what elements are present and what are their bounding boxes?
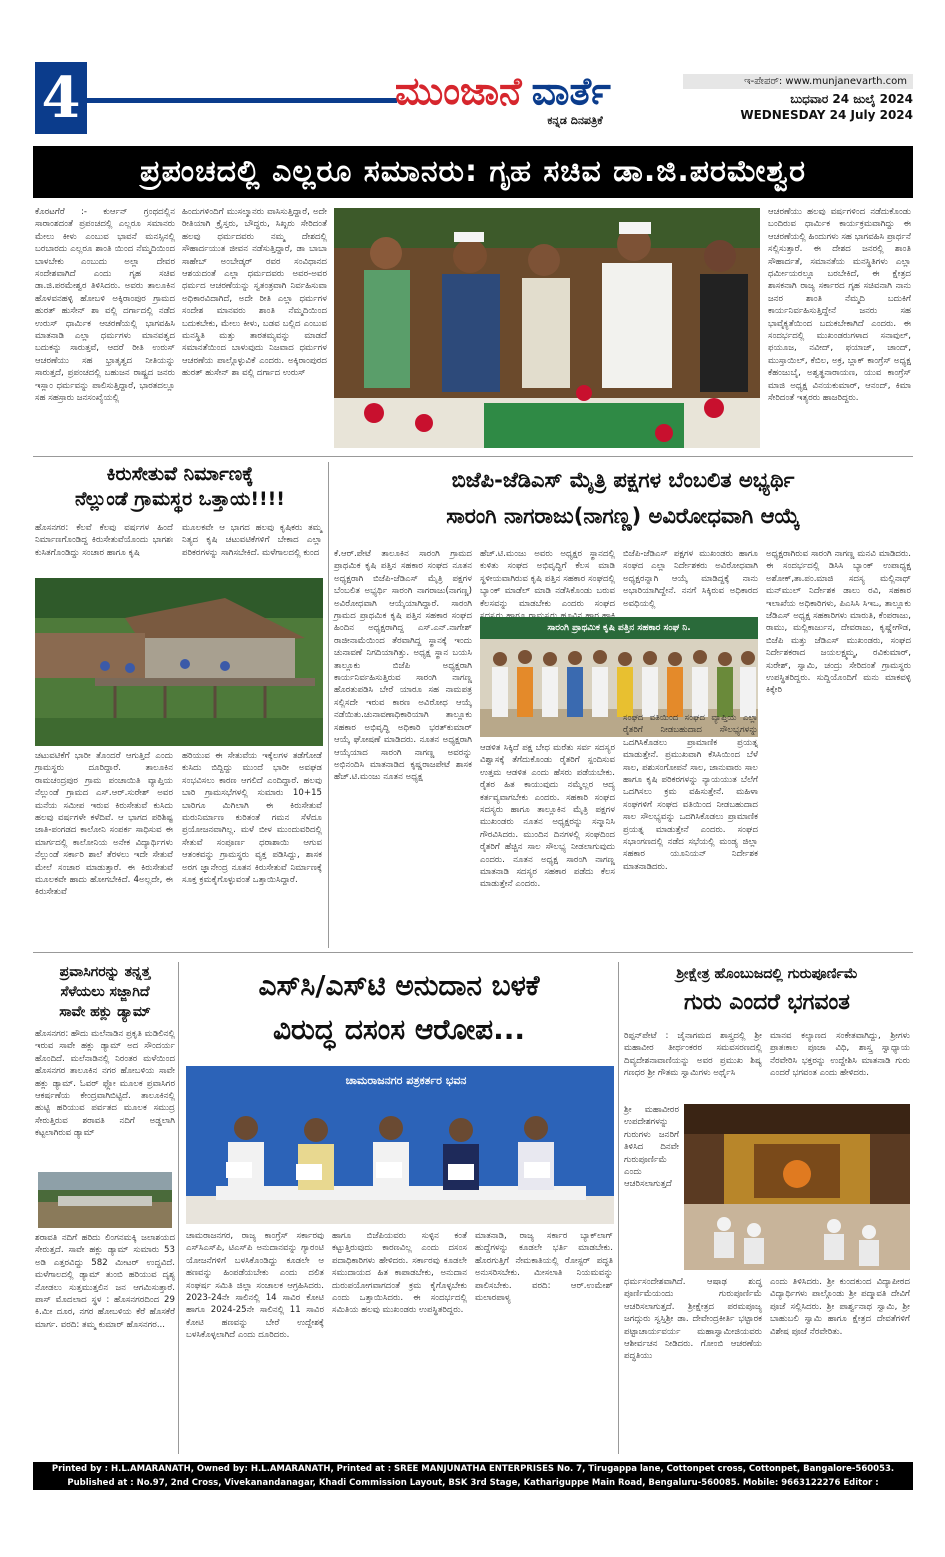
article3-col-4: ಅಧ್ಯಕ್ಷರಾಗಿರುವ ಸಾರಂಗಿ ನಾಗಣ್ಣ ಮನವಿ ಮಾಡಿದರು. ಈ ಸಂದರ್ಭದಲ್ಲಿ ಡಿಸಿಸಿ ಬ್ಯಾಂಕ್ ಉಪಾಧ್ಯಕ್ಷ ಅಶೋಕ್,ತಾ.ಪಂ.ಮಾಜಿ ಸದಸ್ಯ ಮಲ್ಲಿನಾಥ್ ಮನ್‌ಮುಲ್ ನಿರ್ದೇಶಕ ಡಾಲು ರವಿ, ಸಹಕಾರ ಇಲಾಖೆಯ ಅಧಿಕಾರಿಗಳು, ಪಿಎಸಿಸಿ ಸಿಇಒ, ತಾಲ್ಲೂಕು ಜೆಡಿಎಸ್ ಅಧ್ಯಕ್ಷ ಸಹಕಾರಿಗಳು ಮಾರುತಿ, ಕೆಂಪರಾಜು, ರಾಮು, ಮಲ್ಲಿಕಾರ್ಜುನ, ದೇವರಾಜು, ಕೃಷ್ಣೇಗೌಡ, ಬಿಜೆಪಿ ಮತ್ತು ಜೆಡಿಎಸ್ ಮುಖಂಡರು, ಸಂಘದ ನಿರ್ದೇಶಕರಾದ ಜಯಲಕ್ಷ್ಮಮ್ಮ, ರವಿಕುಮಾರ್, ಸುರೇಶ್, ಸ್ವಾಮಿ, ಚಂದ್ರು ಸೇರಿದಂತೆ ಗ್ರಾಮಸ್ಥರು ಉಪಸ್ಥಿತರಿದ್ದರು. ಸುದ್ದಿಯೊಂದಿಗೆ ಮನು ಮಾಕವಳ್ಳಿ ಕಿಕ್ಕೇರಿ (766, 549, 911, 696)
divider (33, 952, 913, 953)
dam-photo-art (38, 1172, 172, 1228)
article4-headline (35, 962, 175, 1022)
lead-col-2: ಹಿಂದುಗಳಿಂದಿಗೆ ಮುಸಲ್ಮಾನರು ವಾಸಿಸುತ್ತಿದ್ದಾರೆ, ಅದೇ ರೀತಿಯಾಗಿ ಕ್ರೈಸ್ತರು, ಬೌದ್ಧರು, ಸಿಖ್ಖರು ಸೇರಿದಂತೆ ಹಲವು ಧರ್ಮದವರು ನಮ್ಮ ದೇಶದಲ್ಲಿ ಸೌಹಾರ್ದಯುತ ಜೀವನ ನಡೆಸುತ್ತಿದ್ದಾರೆ, ಡಾ ಬಾಬಾ ಸಾಹೇಬ್ ಅಂಬೇಡ್ಕರ್ ರವರ ಸಂವಿಧಾನದ ಆಶಯದಂತೆ ಎಲ್ಲಾ ಧರ್ಮದವರು ಅವರ-ಅವರ ಧರ್ಮದ ಆಚರಣೆಯನ್ನು ಸ್ವತಂತ್ರವಾಗಿ ನಿರ್ವಹಿಸುವಾ ಅಧಿಕಾರವಿದಾಗಿದೆ, ಅದೇ ರೀತಿ ಎಲ್ಲಾ ಧರ್ಮಗಳ ಸಂದೇಶ ಮಾನವರು ಶಾಂತಿ ನೆಮ್ಮದಿಯಿಂದ ಬದುಕಬೇಕು, ಮೇಲು ಕೀಳು, ಬಡವ ಬಲ್ಲಿದ ಎಂಬುವ ಮನಸ್ಥಿತಿ ಮತ್ತು ತಾರತಮ್ಯವನ್ನು ಮಾಡದೆ ಸಮಾನತೆಯಿಂದ ಬಾಳುವುದು ನಿಜವಾದ ಧರ್ಮಗಳ ಆಚರಣೆಯ ಪಾಲ್ಗೊಳ್ಳುವಿಕೆ ಎಂದರು. ಅಕ್ಕಿರಾಂಪುರದ ಹುರತ್ ಹುಸೇನ್ ಶಾ ವಲ್ಲಿ ದರ್ಗಾದ ಉರುಸ್ (182, 207, 327, 379)
temple-photo-art (684, 1104, 910, 1270)
article6-photo (684, 1104, 910, 1270)
date-english: WEDNESDAY 24 July 2024 (740, 108, 913, 122)
article3-col-1: ಕೆ.ಆರ್.ಪೇಟೆ ತಾಲೂಕಿನ ಸಾರಂಗಿ ಗ್ರಾಮದ ಪ್ರಾಥಮಿಕ ಕೃಷಿ ಪತ್ತಿನ ಸಹಕಾರ ಸಂಘದ ನೂತನ ಅಧ್ಯಕ್ಷರಾಗಿ ಬಿಜೆಪಿ-ಜೆಡಿಎಸ್ ಮೈತ್ರಿ ಪಕ್ಷಗಳ ಬೆಂಬಲಿತ ಅಭ್ಯರ್ಥಿ ಸಾರಂಗಿ ನಾಗರಾಜು(ನಾಗಣ್ಣ) ಅವಿರೋಧವಾಗಿ ಆಯ್ಕೆಯಾಗಿದ್ದಾರೆ. ಸಾರಂಗಿ ಗ್ರಾಮದ ಪ್ರಾಥಮಿಕ ಕೃಷಿ ಪತ್ತಿನ ಸಹಕಾರ ಸಂಘದ ಹಿಂದಿನ ಅಧ್ಯಕ್ಷರಾಗಿದ್ದ ಎಸ್.ಎನ್.ನಾಗೇಶ್ ರಾಜೀನಾಮೆಯಿಂದ ತೆರವಾಗಿದ್ದ ಸ್ಥಾನಕ್ಕೆ ಇಂದು ಚುನಾವಣೆ ನಿಗದಿಯಾಗಿತ್ತು. ಅಧ್ಯಕ್ಷ ಸ್ಥಾನ ಬಯಸಿ ತಾಲ್ಲೂಕು ಬಿಜೆಪಿ ಅಧ್ಯಕ್ಷರಾಗಿ ಕಾರ್ಯನಿರ್ವಹಿಸುತ್ತಿರುವ ಸಾರಂಗಿ ನಾಗಣ್ಣ ಹೊರತುಪಡಿಸಿ ಬೇರೆ ಯಾರೂ ಸಹ ನಾಮಪತ್ರ ಸಲ್ಲಿಸದೇ ಇರುವ ಕಾರಣ ಅವಿರೋಧ ಆಯ್ಕೆ ನಡೆಯಿತು.ಚುನಾವಣಾಧಿಕಾರಿಯಾಗಿ ತಾಲ್ಲೂಕು ಸಹಕಾರ ಅಭಿವೃದ್ಧಿ ಅಧಿಕಾರಿ ಭರತ್‌ಕುಮಾರ್ ಆಯ್ಕೆ ಘೋಷಣೆ ಮಾಡಿದರು. ನೂತನ ಅಧ್ಯಕ್ಷರಾಗಿ ಆಯ್ಕೆಯಾದ ಸಾರಂಗಿ ನಾಗಣ್ಣ ಅವರನ್ನು ಅಭಿನಂದಿಸಿ ಮಾತನಾಡಿದ ಕೃಷ್ಣರಾಜಪೇಟೆ ಶಾಸಕ ಹೆಚ್.ಟಿ.ಮಂಜು ನೂತನ ಅಧ್ಯಕ್ಷ (334, 549, 472, 783)
page-number: 4 (35, 62, 87, 134)
article6-headline (622, 962, 912, 1020)
masthead-left: ಮುಂಜಾನೆ (395, 69, 522, 113)
divider (178, 962, 179, 1454)
date-kannada: ಬುಧವಾರ 24 ಜುಲೈ 2024 (790, 92, 913, 106)
header-rule (87, 98, 397, 103)
article2-top-col-1: ಹೊಸನಗರ: ಕೆಲವೆ ಕೆಲವು ವರ್ಷಗಳ ಹಿಂದೆ ನಿರ್ಮಾಣಗೊಂಡಿದ್ದ ಕಿರುಸೇತುವೆಯೊಂದು ಭಾಗಶಃ ಕುಸಿತಗೊಂಡಿದ್ದು ಸಂಚಾರ ಹಾಗೂ ಕೃಷಿ (35, 523, 173, 558)
article5-col-2: ಹಾಗೂ ಬಿಜೆಪಿಯವರು ಸುಳ್ಳಿನ ಕಂತೆ ಕಟ್ಟುತ್ತಿರುವುದು ಕಾರಣವಿಲ್ಲ ಎಂದು ದಸಂಸ ಪದಾಧಿಕಾರಿಗಳು ಹೇಳಿದರು. ಸರ್ಕಾರವು ಕೂಡಲೇ ಸಮುದಾಯದ ಹಿತ ಕಾಪಾಡಬೇಕು, ಅನುದಾನ ದುರುಪಯೋಗವಾಗದಂತೆ ಕ್ರಮ ಕೈಗೊಳ್ಳಬೇಕು ಎಂದು ಒತ್ತಾಯಿಸಿದರು. ಈ ಸಂದರ್ಭದಲ್ಲಿ ಸಮಿತಿಯ ಹಲವು ಮುಖಂಡರು ಉಪಸ್ಥಿತರಿದ್ದರು. (332, 1231, 467, 1316)
epaper-url[interactable]: ಇ-ಪೇಪರ್: www.munjanevarth.com (683, 74, 913, 89)
article3-headline-line1: ಬಿಜೆಪಿ-ಜೆಡಿಎಸ್ ಮೈತ್ರಿ ಪಕ್ಷಗಳ ಬೆಂಬಲಿತ ಅಭ್ಯರ್ಥಿ (451, 468, 795, 492)
article2-bottom-col-1: ಚಟುವಟಿಕೆಗೆ ಭಾರೀ ತೊಂದರೆ ಆಗುತ್ತಿದೆ ಎಂದು ಗ್ರಾಮಸ್ಥರು ದೂರಿದ್ದಾರೆ. ತಾಲೂಕಿನ ರಾಮಚಂದ್ರಪುರ ಗ್ರಾಮ ಪಂಚಾಯಿತಿ ವ್ಯಾಪ್ತಿಯ ನೆಲ್ಲುಂಡೆ ಗ್ರಾಮದ ಎಸ್.ಆರ್.ಸುರೇಶ್ ಅವರ ಮನೆಯ ಸಮೀಪ ಇರುವ ಕಿರುಸೇತುವೆ ಕುಸಿದು ಹಲವು ವರ್ಷಗಳೇ ಕಳೆದಿವೆ. ಆ ಭಾಗದ ಪರಿಶಿಷ್ಟ ಜಾತಿ-ಪಂಗಡದ ಕಾಲೋನಿ ಸಂಪರ್ಕ ಸಾಧಿಸುವ ಈ ಮಾರ್ಗದಲ್ಲಿ ಕಾಲೋನಿಯ ಅನೇಕ ವಿದ್ಯಾರ್ಥಿಗಳು ನೆಲ್ಲುಂಡೆ ಸರ್ಕಾರಿ ಶಾಲೆ ತೆರಳಲು ಇದೇ ಸೇತುವೆ ಮೇಲೆ ಸಂಚಾರ ಮಾಡುತ್ತಾರೆ. ಈ ಕಿರುಸೇತುವೆ ಮೂಲಕವೇ ಹಾದು ಹೋಗಬೇಕಿದೆ. 4ಅಲ್ಲದೇ, ಈ ಕಿರುಸೇತುವೆ (35, 751, 173, 898)
article3-col-3-bottom: ಸಂಘದ ವತಿಯಿಂದ ಸಂಘದ ವ್ಯಾಪ್ತಿಯ ಎಲ್ಲಾ ರೈತರಿಗೆ ನೀಡಬಹುದಾದ ಸೌಲಭ್ಯಗಳನ್ನು ಒದಗಿಸಿಕೊಡಲು ಪ್ರಾಮಾಣಿಕ ಪ್ರಯತ್ನ ಮಾಡುತ್ತೇನೆ. ಪ್ರಮುಖವಾಗಿ ಕೆಸಿಸಿಯಿಂದ ಬೆಳೆ ಸಾಲ, ಪಶುಸಂಗೋಪನೆ ಸಾಲ, ಜಾನುವಾರು ಸಾಲ ಹಾಗೂ ಕೃಷಿ ಪರಿಕರಗಳನ್ನು ನ್ಯಾಯಯುತ ಬೆಲೆಗೆ ಒದಗಿಸಲು ಕ್ರಮ ವಹಿಸುತ್ತೇನೆ. ಮಹಿಳಾ ಸಂಘಗಳಿಗೆ ಸಂಘದ ವತಿಯಿಂದ ನೀಡಬಹುದಾದ ಸಾಲ ಸೌಲಭ್ಯವನ್ನು ಒದಗಿಸಿಕೊಡಲು ಪ್ರಾಮಾಣಿಕ ಪ್ರಯತ್ನ ಮಾಡುತ್ತೇನೆ ಎಂದರು. ಸಂಘದ ಸಭಾಂಗಣದಲ್ಲಿ ನಡೆದ ಸಭೆಯಲ್ಲಿ ಮಂಡ್ಯ ಜಿಲ್ಲಾ ಸಹಕಾರ ಯೂನಿಯನ್ ನಿರ್ದೇಶಕ ಮಾತನಾಡಿದರು. (623, 713, 758, 872)
footer-line-2: Published at : No.97, 2nd Cross, Vivekanandanagar, Khadi Commission Layout, BSK 3rd Stage, Kathariguppe Main Road, Bengaluru-560085. Mobile: 9663122276 Editor : H.L.AMARANATH (67, 1478, 879, 1502)
article3-col-2-top: ಹೆಚ್.ಟಿ.ಮಂಜು ಅವರು ಅಧ್ಯಕ್ಷರ ಸ್ಥಾನದಲ್ಲಿ ಕುಳಿತು ಸಂಘದ ಅಭಿವೃದ್ಧಿಗೆ ಕೆಲಸ ಮಾಡಿ ಸ್ಥಳೀಯವಾಗಿರುವ ಕೃಷಿ ಪತ್ತಿನ ಸಹಕಾರ ಸಂಘದಲ್ಲಿ ಬ್ಯಾಂಕ್ ಮಾಡೆಲ್ ಮಾಡಿ ನಡೆಸಿಕೊಂಡು ಬರುವ ಕೆಲಸವನ್ನು ಮಾಡಬೇಕು ಎಂದರು ಸಂಘದ (480, 549, 615, 609)
footer-line-1: Printed by : H.L.AMARANATH, Owned by: H.L.AMARANATH, Printed at : SREE MANJUNATHA ENTERPRISES No. 7, Tirugappa lane, Cottonpet cross, Cottonpet, Bangalore-560053. (51, 1464, 895, 1474)
article4-headline-line3: ಸಾವೇ ಹಕ್ಲು ಡ್ಯಾಮ್ (59, 1004, 151, 1020)
article5-headline (184, 964, 614, 1052)
article3-col-3-top: ಬಿಜೆಪಿ-ಜೆಡಿಎಸ್ ಪಕ್ಷಗಳ ಮುಖಂಡರು ಹಾಗೂ ಸಂಘದ ಎಲ್ಲಾ ನಿರ್ದೇಶಕರು ಅವಿರೋಧವಾಗಿ ಅಧ್ಯಕ್ಷರನ್ನಾಗಿ ಆಯ್ಕೆ ಮಾಡಿದ್ದಕ್ಕೆ ನಾನು ಅಭಾರಿಯಾಗಿದ್ದೇನೆ. ನನಗೆ ಸಿಕ್ಕಿರುವ ಅಧಿಕಾರದ ಅವಧಿಯಲ್ಲಿ (623, 549, 758, 609)
article6-col-2-bottom: ಎಂದು ತಿಳಿಸಿದರು. ಶ್ರೀ ಕುಂದಕುಂದ ವಿದ್ಯಾಪೀಠದ ವಿದ್ಯಾರ್ಥಿಗಳು ಪಾಲ್ಗೊಂಡು ಶ್ರೀ ಪದ್ಮಾವತಿ ದೇವಿಗೆ ಪೂಜೆ ಸಲ್ಲಿಸಿದರು. ಶ್ರೀ ಪಾರ್ಶ್ವನಾಥ ಸ್ವಾಮಿ, ಶ್ರೀ ಬಾಹುಬಲಿ ಸ್ವಾಮಿ ಹಾಗೂ ಕ್ಷೇತ್ರದ ದೇವತೆಗಳಿಗೆ ವಿಶೇಷ ಪೂಜೆ ನೆರವೇರಿತು. (770, 1277, 910, 1337)
lead-photo (334, 208, 760, 448)
article3-headline (334, 462, 912, 534)
article6-col-1-top: ರಿಪ್ಪನ್‌ಪೇಟೆ : ಜೈನಾಗಮದ ಶಾಸ್ತ್ರದಲ್ಲಿ ಶ್ರೀ ಮಹಾವೀರ ತೀರ್ಥಂಕರರ ಸಮವಸರಣದಲ್ಲಿ ದಿವ್ಯದೇಶನಾವಾಣಿಯನ್ನು ಅವರ ಪ್ರಮುಖ ಶಿಷ್ಯ ಗಣಧರ ಶ್ರೀ ಗೌತಮ ಸ್ವಾಮಿಗಳು ಅರ್ಥೈಸಿ (624, 1031, 762, 1079)
article5-headline-line1: ಎಸ್‌ಸಿ/ಎಸ್‌ಟಿ ಅನುದಾನ ಬಳಕೆ (258, 969, 540, 1002)
tagline: ಕನ್ನಡ ದಿನಪತ್ರಿಕೆ (547, 114, 603, 127)
article6-col-1-bottom: ಧರ್ಮಸಂದೇಶವಾಗಿದೆ. ಆಷಾಢ ಶುದ್ಧ ಪೂರ್ಣಿಮೆಯಂದು ಗುರುಪೂರ್ಣಿಮೆ ಆಚರಿಸಲಾಗುತ್ತದೆ. ಶ್ರೀಕ್ಷೇತ್ರದ ಪರಮಪೂಜ್ಯ ಜಗದ್ಗುರು ಸ್ವಸ್ತಿಶ್ರೀ ಡಾ. ದೇವೇಂದ್ರಕೀರ್ತಿ ಭಟ್ಟಾರಕ ಪಟ್ಟಾಚಾರ್ಯವರ್ಯ ಮಹಾಸ್ವಾಮೀಜಿಯವರು ಆಶೀರ್ವಚನ ನೀಡಿದರು. ಗೋಂಬಿ ಆಚರಣೆಯ ಪದ್ಧತಿಯು (624, 1277, 762, 1362)
article5-col-1: ಚಾಮರಾಜನಗರ, ರಾಜ್ಯ ಕಾಂಗ್ರೆಸ್ ಸರ್ಕಾರವು ಎಸ್‌ಸಿಎಸ್‌ಪಿ, ಟಿಎಸ್‌ಪಿ ಅನುದಾನವನ್ನು ಗ್ಯಾರಂಟಿ ಯೋಜನೆಗಳಿಗೆ ಬಳಸಿಕೊಂಡಿದ್ದು ಕೂಡಲೇ ಆ ಹಣವನ್ನು ಹಿಂಪಡೆಯಬೇಕು ಎಂದು ದಲಿತ ಸಂಘರ್ಷ ಸಮಿತಿ ಜಿಲ್ಲಾ ಸಂಚಾಲಕ ಆಗ್ರಹಿಸಿದರು. 2023-24ನೇ ಸಾಲಿನಲ್ಲಿ 14 ಸಾವಿರ ಕೋಟಿ ಹಾಗೂ 2024-25ನೇ ಸಾಲಿನಲ್ಲಿ 11 ಸಾವಿರ ಕೋಟಿ ಹಣವನ್ನು ಬೇರೆ ಉದ್ದೇಶಕ್ಕೆ ಬಳಸಿಕೊಳ್ಳಲಾಗಿದೆ ಎಂದು ದೂರಿದರು. (186, 1231, 324, 1341)
article4-text-top: ಹೊಸನಗರ: ಹೌದು ಮಲೆನಾಡಿನ ಪ್ರಕೃತಿ ಮಡಿಲಿನಲ್ಲಿ ಇರುವ ಸಾವೇ ಹಕ್ಲು ಡ್ಯಾಮ್ ಅದ ಸೌಂದರ್ಯ ಹೊಂದಿದೆ. ಮಲೆನಾಡಿನಲ್ಲಿ ನಿರಂತರ ಮಳೆಯಿಂದ ಹೊಸನಗರ ತಾಲೂಕಿನ ನಗರ ಹೋಬಳಿಯ ಸಾವೇ ಹಕ್ಲು ಡ್ಯಾಮ್. ಓವರ್ ಫ್ಲೋ ಮೂಲಕ ಪ್ರವಾಸಿಗರ ಆಕರ್ಷಣೆಯ ಕೇಂದ್ರವಾಗಿಬಿಟ್ಟಿದೆ. ತಾಲೂಕಿನಲ್ಲಿ ಹುಟ್ಟಿ ಹರಿಯುವ ಪರ್ವತದ ಮೂಲಕ ಸಮುದ್ರ ಸೇರುತ್ತಿರುವ ಶರಾವತಿ ನದಿಗೆ ಅಡ್ಡಲಾಗಿ ಕಟ್ಟಲಾಗಿರುವ ಡ್ಯಾಮ್ (35, 1029, 175, 1139)
article4-headline-line1: ಪ್ರವಾಸಿಗರನ್ನು ತನ್ನತ್ತ (59, 964, 151, 980)
article3-headline-line2: ಸಾರಂಗಿ ನಾಗರಾಜು(ನಾಗಣ್ಣ) ಅವಿರೋಧವಾಗಿ ಆಯ್ಕೆ (446, 504, 800, 528)
article6-side-text: ಶ್ರೀ ಮಹಾವೀರರ ಉಪದೇಶಗಳನ್ನು ಗುರುಗಳು ಜನರಿಗೆ ತಿಳಿಸಿದ ದಿನವೇ ಗುರುಪೂರ್ಣಿಮೆ ಎಂದು ಆಚರಿಸಲಾಗುತ್ತದೆ (624, 1105, 679, 1190)
article2-headline-line2: ನೆಲ್ಲುಂಡೆ ಗ್ರಾಮಸ್ಥರ ಒತ್ತಾಯ!!!! (75, 488, 285, 510)
article4-text-bottom: ಶರಾವತಿ ನದಿಗೆ ಹರಿದು ಲಿಂಗನಮಕ್ಕಿ ಜಲಾಶಯದ ಸೇರುತ್ತದೆ. ಸಾವೇ ಹಕ್ಲು ಡ್ಯಾಮ್ ಸುಮಾರು 53 ಅಡಿ ಎತ್ತರವಿದ್ದು 582 ಮೀಟರ್ ಉದ್ದವಿದೆ. ಮಳೆಗಾಲದಲ್ಲಿ ಡ್ಯಾಮ್ ತುಂಬಿ ಹರಿಯುವ ದೃಶ್ಯ ನೋಡಲು ಸುತ್ತಮುತ್ತಲಿನ ಜನ ಆಗಮಿಸುತ್ತಾರೆ. ಪಾಸ್ ಮೊದಲಾದ ಸ್ಥಳ : ಹೊಸನಗರದಿಂದ 29 ಕಿ.ಮೀ ದೂರ, ನಗರ ಹೋಬಳಿಯ ಕೆರೆ ಹೊಸಕೆರೆ ಮಾರ್ಗ. ವರದಿ: ತಮ್ಮ ಕುಮಾರ್ ಹೊಸನಗರ... (35, 1233, 175, 1330)
article4-headline-line2: ಸೆಳೆಯಲು ಸಜ್ಜಾಗಿದೆ (60, 984, 150, 1000)
divider (33, 456, 913, 457)
article6-headline-line2: ಗುರು ಎಂದರೆ ಭಗವಂತ (684, 990, 850, 1015)
dam-photo (38, 1172, 172, 1228)
article3-col-2-bottom: ಆಡಳಿತ ಸಿಕ್ಕಿದೆ ಪಕ್ಷ ಬೇಧ ಮರೆತು ಸರ್ವ ಸದಸ್ಯರ ವಿಶ್ವಾಸಕ್ಕೆ ತೆಗೆದುಕೊಂಡು ರೈತರಿಗೆ ಸ್ಪಂದಿಸುವ ಉತ್ತಮ ಆಡಳಿತ ಎಂದು ಹೆಸರು ಪಡೆಯಬೇಕು. ರೈತರ ಹಿತ ಕಾಯುವುದು ನಮ್ಮೆಲ್ಲರ ಆದ್ಯ ಕರ್ತವ್ಯವಾಗಬೇಕು ಎಂದರು. ಸಹಕಾರಿ ಸಂಘದ ಸದಸ್ಯರು ಹಾಗೂ ತಾಲ್ಲೂಕಿನ ಮೈತ್ರಿ ಪಕ್ಷಗಳ ಮುಖಂಡರು ನೂತನ ಅಧ್ಯಕ್ಷರನ್ನು ಸನ್ಮಾನಿಸಿ ಗೌರವಿಸಿದರು. ಮುಂದಿನ ದಿನಗಳಲ್ಲಿ ಸಂಘದಿಂದ ರೈತರಿಗೆ ಹೆಚ್ಚಿನ ಸಾಲ ಸೌಲಭ್ಯ ನೀಡಲಾಗುವುದು ಎಂದರು. ನೂತನ ಅಧ್ಯಕ್ಷ ಸಾರಂಗಿ ನಾಗಣ್ಣ ಮಾತನಾಡಿ ಸದಸ್ಯರ ಸಹಕಾರ ಪಡೆದು ಕೆಲಸ ಮಾಡುತ್ತೇನೆ ಎಂದರು. (480, 743, 615, 890)
bridge-photo-art (35, 578, 323, 746)
article5-photo-banner: ಚಾಮರಾಜನಗರ ಪತ್ರಕರ್ತರ ಭವನ (345, 1074, 467, 1087)
press-meet-art (186, 1066, 614, 1224)
article2-headline (35, 462, 325, 512)
article2-headline-line1: ಕಿರುಸೇತುವೆ ನಿರ್ಮಾಣಕ್ಕೆ (106, 463, 254, 485)
article5-photo (186, 1066, 614, 1224)
lead-col-1: ಕೊರಟಗೆರೆ :- ಕುರ್ಆನ್ ಗ್ರಂಥದಲ್ಲಿನ ಸಾರಾಂಶದಂತೆ ಪ್ರಪಂಚದಲ್ಲಿ ಎಲ್ಲರೂ ಸಮಾನರು ಮೇಲು ಕೀಳು ಎಂಬುವ ಭಾವನೆ ಮನಸ್ಸಿನಲ್ಲಿ ಬರಬಾರದು ಎಲ್ಲರೂ ಶಾಂತಿ ಯಿಂದ ನೆಮ್ಮದಿಯಿಂದ ಬಾಳಬೇಕು ಎಂಬುದು ಅಲ್ಲಾ ದೇವರ ಸಂದೇಶವಾಗಿದೆ ಎಂದು ಗೃಹ ಸಚಿವ ಡಾ.ಜಿ.ಪರಮೇಶ್ವರ ತಿಳಿಸಿದರು. ಅವರು ತಾಲೂಕಿನ ಹೊಳವನಹಳ್ಳಿ ಹೋಬಳಿ ಅಕ್ಕಿರಾಂಪುರ ಗ್ರಾಮದ ಹುರತ್ ಹುಸೇನ್ ಶಾ ವಲ್ಲಿ ದರ್ಗಾದಲ್ಲಿ ನಡೆದ ಉರುಸ್ ಧಾರ್ಮಿಕ ಆಚರಣೆಯಲ್ಲಿ ಭಾಗವಹಿಸಿ ಮಾತನಾಡಿ ಎಲ್ಲಾ ಧರ್ಮಗಳು ಮಾನವತ್ವದ ಬದುಕನ್ನು ಸಾರುತ್ತವೆ, ಆದರೆ ರೀತಿ ಉರುಸ್ ಆಚರಣೆಯು ಸಹ ಭ್ರಾತೃತ್ವದ ನೀತಿಯನ್ನು ಸಾರುತ್ತದೆ, ಪ್ರಪಂಚದಲ್ಲಿ ಬಹುಜನ ರಾಷ್ಟ್ರದ ಜನರು ಇಸ್ಲಾಂ ಧರ್ಮವನ್ನು ಪಾಲಿಸುತ್ತಿದ್ದಾರೆ, ಭಾರತದಲ್ಲೂ ಸಹ ಸಹಸ್ರಾರು ಜನಸಂಖ್ಯೆಯಲ್ಲಿ (35, 207, 175, 404)
lead-headline: ಪ್ರಪಂಚದಲ್ಲಿ ಎಲ್ಲರೂ ಸಮಾನರು: ಗೃಹ ಸಚಿವ ಡಾ.ಜಿ.ಪರಮೇಶ್ವರ (33, 146, 913, 198)
article6-col-2-top: ಮಾನವ ಕಲ್ಯಾಣದ ಸಂಕೇತವಾಗಿದ್ದು, ಶ್ರೀಗಳು ಪ್ರಾತಃಕಾಲ ಪೂಜಾ ವಿಧಿ, ಶಾಸ್ತ್ರ ಸ್ವಾಧ್ಯಾಯ ನೆರವೇರಿಸಿ ಭಕ್ತರನ್ನು ಉದ್ದೇಶಿಸಿ ಮಾತನಾಡಿ ಗುರು ಎಂದರೆ ಭಗವಂತ ಎಂದು ಹೇಳಿದರು. (770, 1031, 910, 1079)
divider (618, 962, 619, 1454)
lead-col-3: ಆಚರಣೆಯು ಹಲವು ವರ್ಷಗಳಿಂದ ನಡೆದುಕೊಂಡು ಬಂದಿರುವ ಧಾರ್ಮಿಕ ಕಾರ್ಯಕ್ರಮವಾಗಿದ್ದು ಈ ಆಚರಣೆಯಲ್ಲಿ ಹಿಂದುಗಳು ಸಹ ಭಾಗವಹಿಸಿ ಪ್ರಾರ್ಥನೆ ಸಲ್ಲಿಸುತ್ತಾರೆ. ಈ ದೇಶದ ಜನರಲ್ಲಿ ಶಾಂತಿ ಸೌಹಾರ್ದತೆ, ಸಮಾನತೆಯ ಮನಸ್ಥಿತಿಗಳು ಎಲ್ಲಾ ಧರ್ಮೀಯರಲ್ಲೂ ಬರಬೇಕಿದೆ, ಈ ಕ್ಷೇತ್ರದ ಶಾಸಕನಾಗಿ ರಾಜ್ಯ ಸರ್ಕಾರದ ಗೃಹ ಸಚಿವನಾಗಿ ನಾನು ಜನರ ಶಾಂತಿ ನೆಮ್ಮದಿ ಬದುಕಿಗೆ ಕಾರ್ಯನಿರ್ವಹಿಸುತ್ತಿದ್ದೇನೆ ಜನರು ಸಹ ಭಾವೈಕ್ಯತೆಯಿಂದ ಬದುಕಬೇಕಾಗಿದೆ ಎಂದರು. ಈ ಸಂದರ್ಭದಲ್ಲಿ ಮುಖಂಡರುಗಳಾದ ಸನಾವುಲ್, ಫಯೂಜ, ನವೀದ್, ಫಯಾಜ್, ಚಾಂದ್, ಮುಸ್ತಾಯಿಲ್, ಕೆಬಿಲ, ಅಕ್ರ, ಬ್ಲಾಕ್ ಕಾಂಗ್ರೆಸ್ ಅಧ್ಯಕ್ಷ ಕೆಹಂಜುಬೈ, ಅಶ್ವತ್ಥನಾರಾಯಣ, ಯುವ ಕಾಂಗ್ರೆಸ್ ಮಾಜಿ ಅಧ್ಯಕ್ಷ ವಿನಯಕುಮಾರ್, ಆನಂದ್, ಕಿಮಾ ಸೇರಿದಂತೆ ಇತ್ಯರರು ಹಾಜರಿದ್ದರು. (768, 207, 911, 404)
masthead (395, 66, 665, 118)
article5-col-3: ಮಾತನಾಡಿ, ರಾಜ್ಯ ಸರ್ಕಾರ ಬ್ಯಾಕ್‌ಲಾಗ್ ಹುದ್ದೆಗಳನ್ನು ಕೂಡಲೇ ಭರ್ತಿ ಮಾಡಬೇಕು. ಹೊರಗುತ್ತಿಗೆ ನೇಮಕಾತಿಯಲ್ಲಿ ರೋಸ್ಟರ್ ಪದ್ಧತಿ ಅನುಸರಿಸಬೇಕು. ಮೀಸಲಾತಿ ನಿಯಮವನ್ನು ಪಾಲಿಸಬೇಕು. ವರದಿ: ಆರ್.ಉಮೇಶ್ ಮಲಾರಪಾಳ್ಯ (475, 1231, 613, 1304)
article2-top-col-2: ಮೂಲಕವೇ ಆ ಭಾಗದ ಹಲವು ಕೃಷಿಕರು ತಮ್ಮ ನಿತ್ಯದ ಕೃಷಿ ಚಟುವಟಿಕೆಗಳಿಗೆ ಬೇಕಾದ ಎಲ್ಲಾ ಪರಿಕರಗಳನ್ನು ಸಾಗಿಸಬೇಕಿದೆ. ಮಳೆಗಾಲದಲ್ಲಿ ಕುಂದ (182, 523, 322, 558)
article5-headline-line2: ವಿರುದ್ಧ ದಸಂಸ ಆರೋಪ... (272, 1013, 526, 1046)
article3-photo-banner: ಸಾರಂಗಿ ಪ್ರಾಥಮಿಕ ಕೃಷಿ ಪತ್ತಿನ ಸಹಕಾರ ಸಂಘ ನಿ. (480, 617, 758, 639)
masthead-right: ವಾರ್ತೆ (531, 69, 611, 113)
lead-photo-art (334, 208, 760, 448)
imprint-footer (33, 1462, 913, 1502)
article2-photo (35, 578, 323, 746)
divider (328, 462, 329, 948)
article2-bottom-col-2: ಹರಿಯುವ ಈ ಸೇತುವೆಯ ಇಕ್ಕೆಲಗಳ ತಡೆಗೋಡೆ ಕುಸಿದು ಬಿದ್ದಿದ್ದು ಮುಂದೆ ಭಾರೀ ಅವಘಡ ಸಂಭವಿಸಲು ಕಾರಣ ಆಗಲಿದೆ ಎಂದಿದ್ದಾರೆ. ಹಲವು ಬಾರಿ ಗ್ರಾಮಸಭೆಗಳಲ್ಲಿ ಸುಮಾರು 10+15 ಬಾರಿಗೂ ಮಿಗಿಲಾಗಿ ಈ ಕಿರುಸೇತುವೆ ಮರುನಿರ್ಮಾಣ ಕುರಿತಂತೆ ಗಮನ ಸೆಳೆದೂ ಪ್ರಯೋಜನವಾಗಿಲ್ಲ. ಮಳೆ ಬೀಳ ಮುಂದುವರಿದಲ್ಲಿ ಸೇತುವೆ ಸಂಪೂರ್ಣ ಧರಾಶಾಯಿ ಆಗುವ ಆತಂಕವನ್ನು ಗ್ರಾಮಸ್ಥರು ವ್ಯಕ್ತ ಪಡಿಸಿದ್ದು, ಶಾಸಕ ಅರಗ ಜ್ಞಾನೇಂದ್ರ ನೂತನ ಕಿರುಸೇತುವೆ ನಿರ್ಮಾಣಕ್ಕೆ ಸೂಕ್ತ ಕ್ರಮಕೈಗೊಳ್ಳುವಂತೆ ಒತ್ತಾಯಿಸಿದ್ದಾರೆ. (182, 751, 322, 886)
article6-headline-line1: ಶ್ರೀಕ್ಷೇತ್ರ ಹೊಂಬುಜದಲ್ಲಿ ಗುರುಪೂರ್ಣಿಮೆ (676, 966, 858, 982)
